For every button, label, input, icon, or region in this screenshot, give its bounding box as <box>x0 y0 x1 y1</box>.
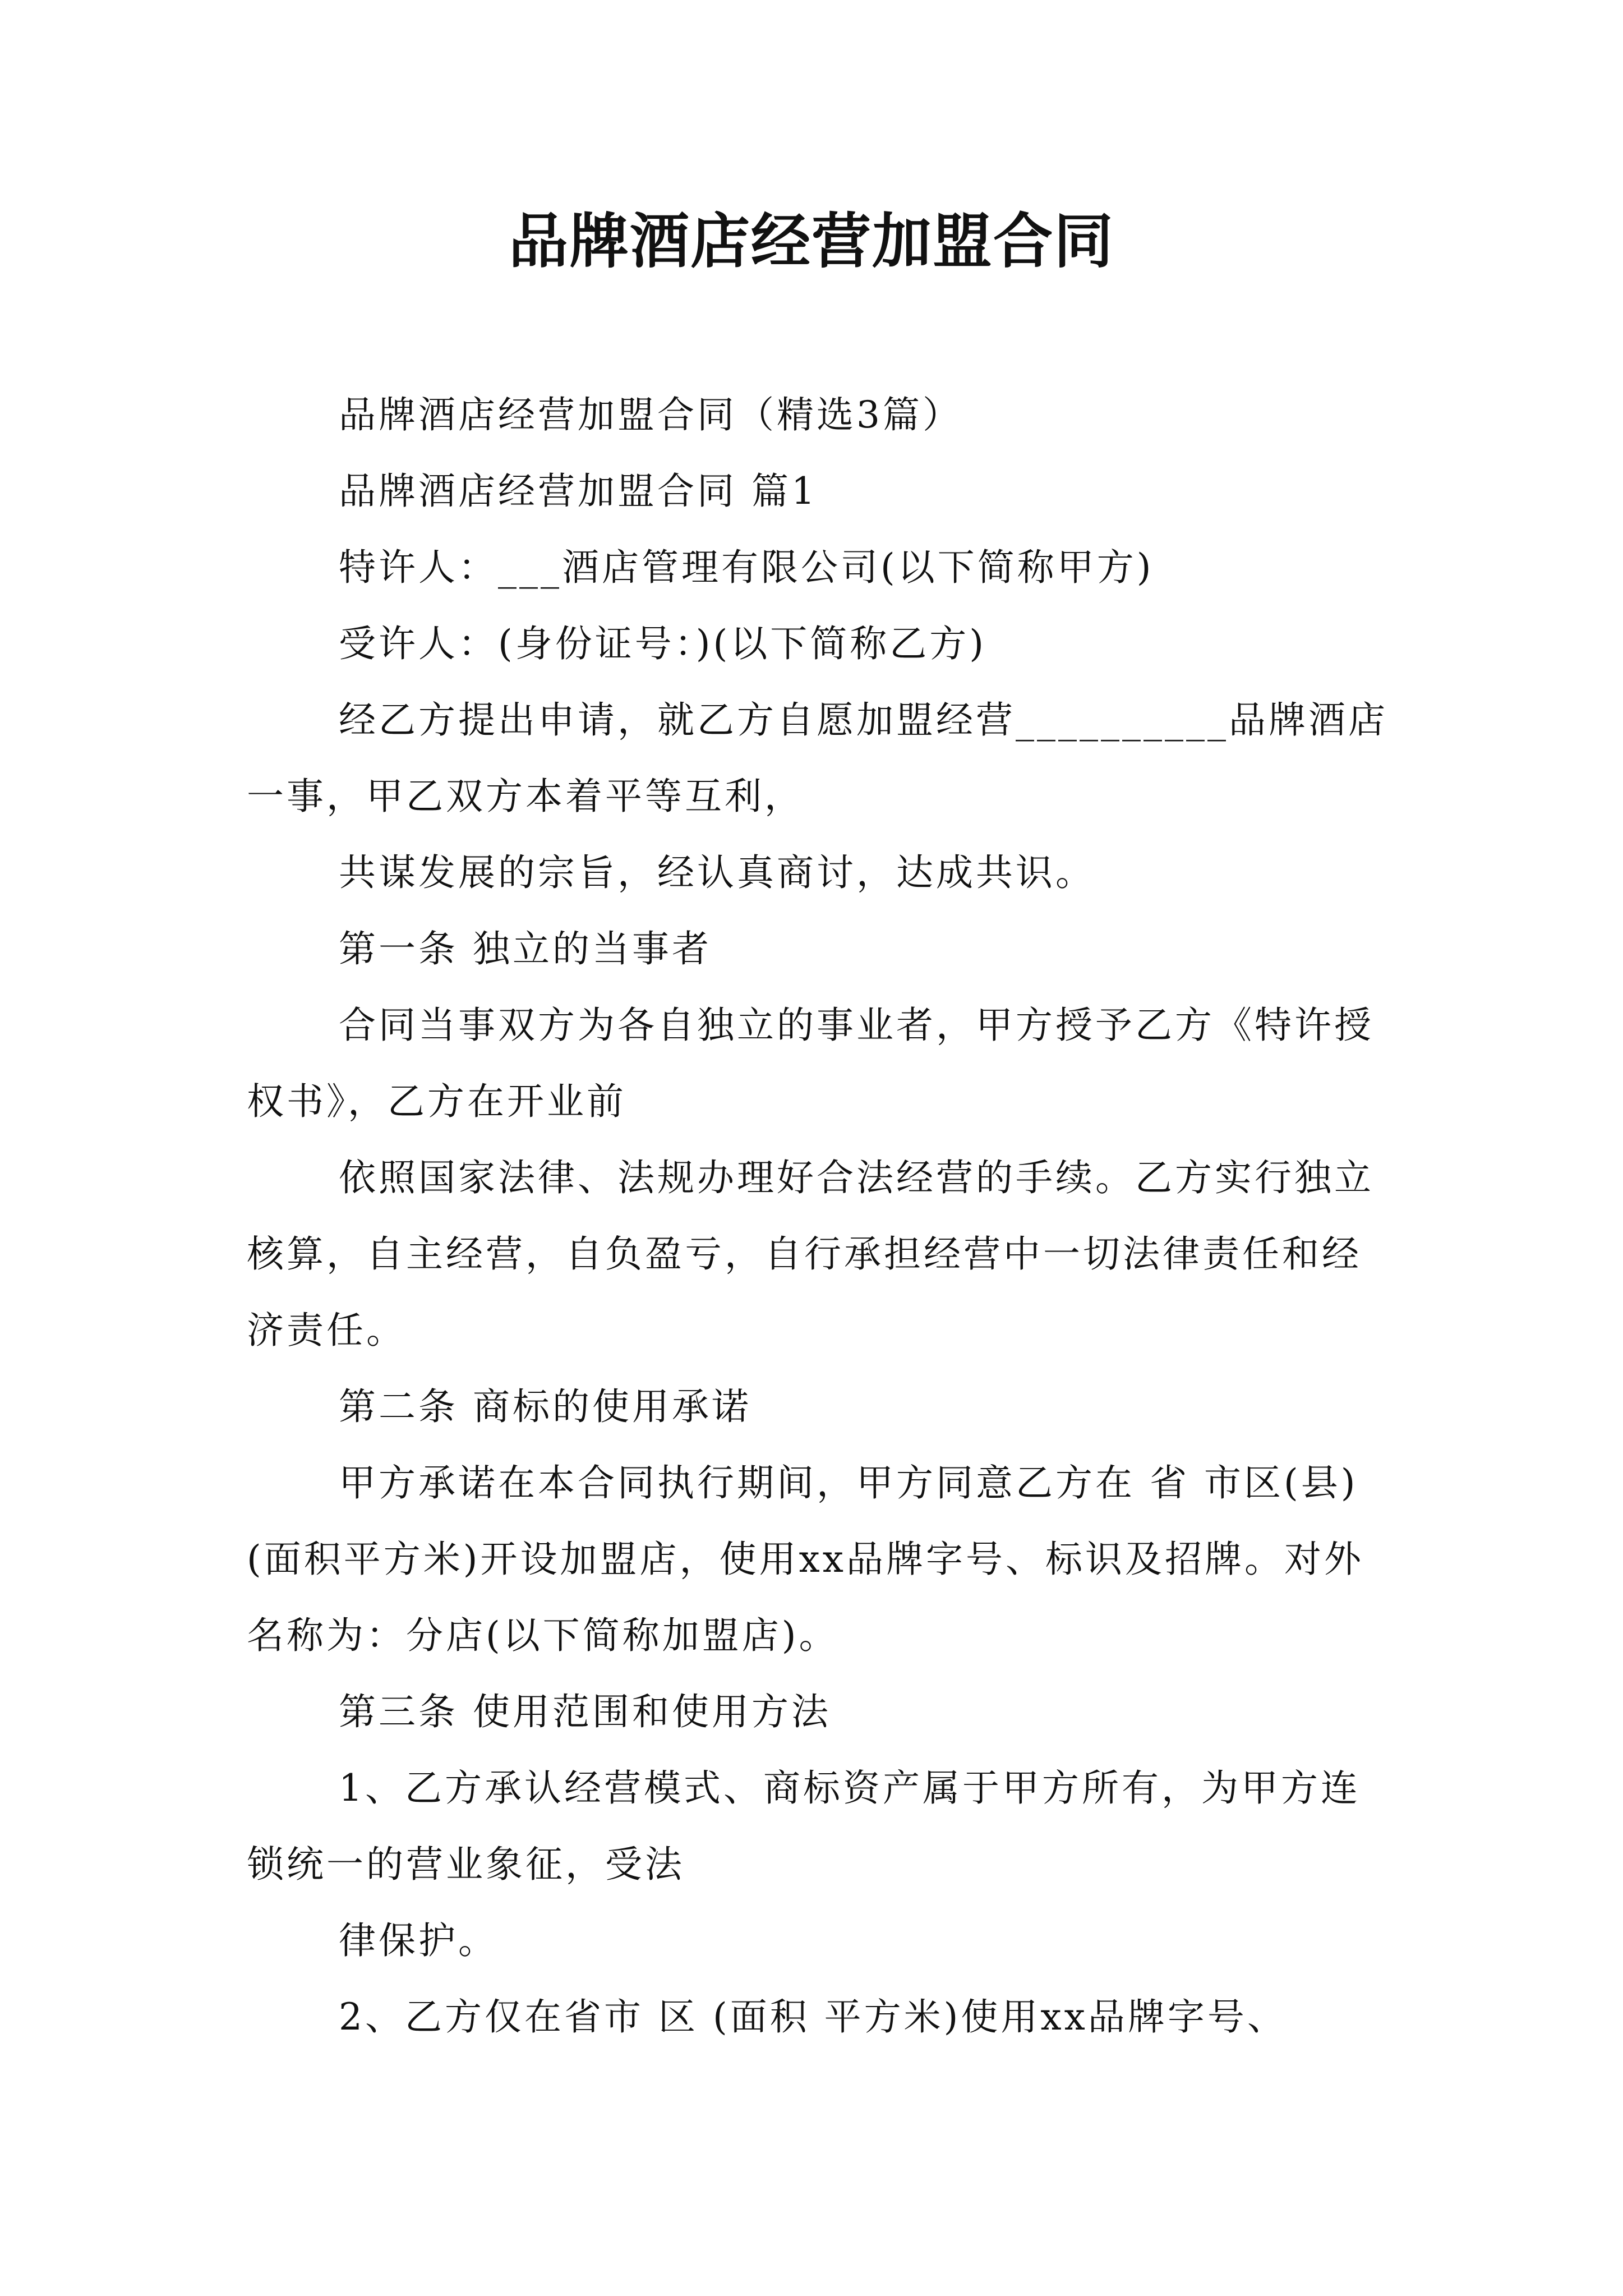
paragraph-franchisor: 特许人：___酒店管理有限公司(以下简称甲方) <box>339 546 1154 589</box>
paragraph-preamble-cont: 共谋发展的宗旨，经认真商讨，达成共识。 <box>339 851 1095 894</box>
document-body <box>247 377 1391 2055</box>
article-1-text-cont: 依照国家法律、法规办理好合法经营的手续。乙方实行独立核算，自主经营，自负盈亏，自行承担经营中一切法律责任和经济责任。 <box>247 1156 1374 1352</box>
document-title: 品牌酒店经营加盟合同 <box>509 206 1114 276</box>
article-1-heading: 第一条 独立的当事者 <box>339 927 712 970</box>
paragraph-section-heading: 品牌酒店经营加盟合同 篇1 <box>339 470 818 513</box>
paragraph-subtitle: 品牌酒店经营加盟合同（精选3篇） <box>339 393 962 436</box>
article-3-item-1: 1、乙方承认经营模式、商标资产属于甲方所有，为甲方连锁统一的营业象征，受法 <box>247 1766 1361 1886</box>
paragraph-preamble: 经乙方提出申请，就乙方自愿加盟经营__________品牌酒店一事，甲乙双方本着平等互利， <box>247 698 1388 818</box>
article-3-item-1-cont: 律保护。 <box>339 1919 498 1962</box>
article-1-text: 合同当事双方为各自独立的事业者，甲方授予乙方《特许授权书》，乙方在开业前 <box>247 1004 1374 1123</box>
article-2-heading: 第二条 商标的使用承诺 <box>339 1385 751 1428</box>
article-3-heading: 第三条 使用范围和使用方法 <box>339 1690 831 1733</box>
article-2-text: 甲方承诺在本合同执行期间，甲方同意乙方在 省 市区(县)(面积平方米)开设加盟店，使用xx品牌字号、标识及招牌。对外名称为：分店(以下简称加盟店)。 <box>247 1461 1364 1657</box>
article-3-item-2: 2、乙方仅在省市 区 (面积 平方米)使用xx品牌字号、 <box>339 1995 1287 2039</box>
paragraph-franchisee: 受许人：(身份证号：)(以下简称乙方) <box>339 622 986 665</box>
